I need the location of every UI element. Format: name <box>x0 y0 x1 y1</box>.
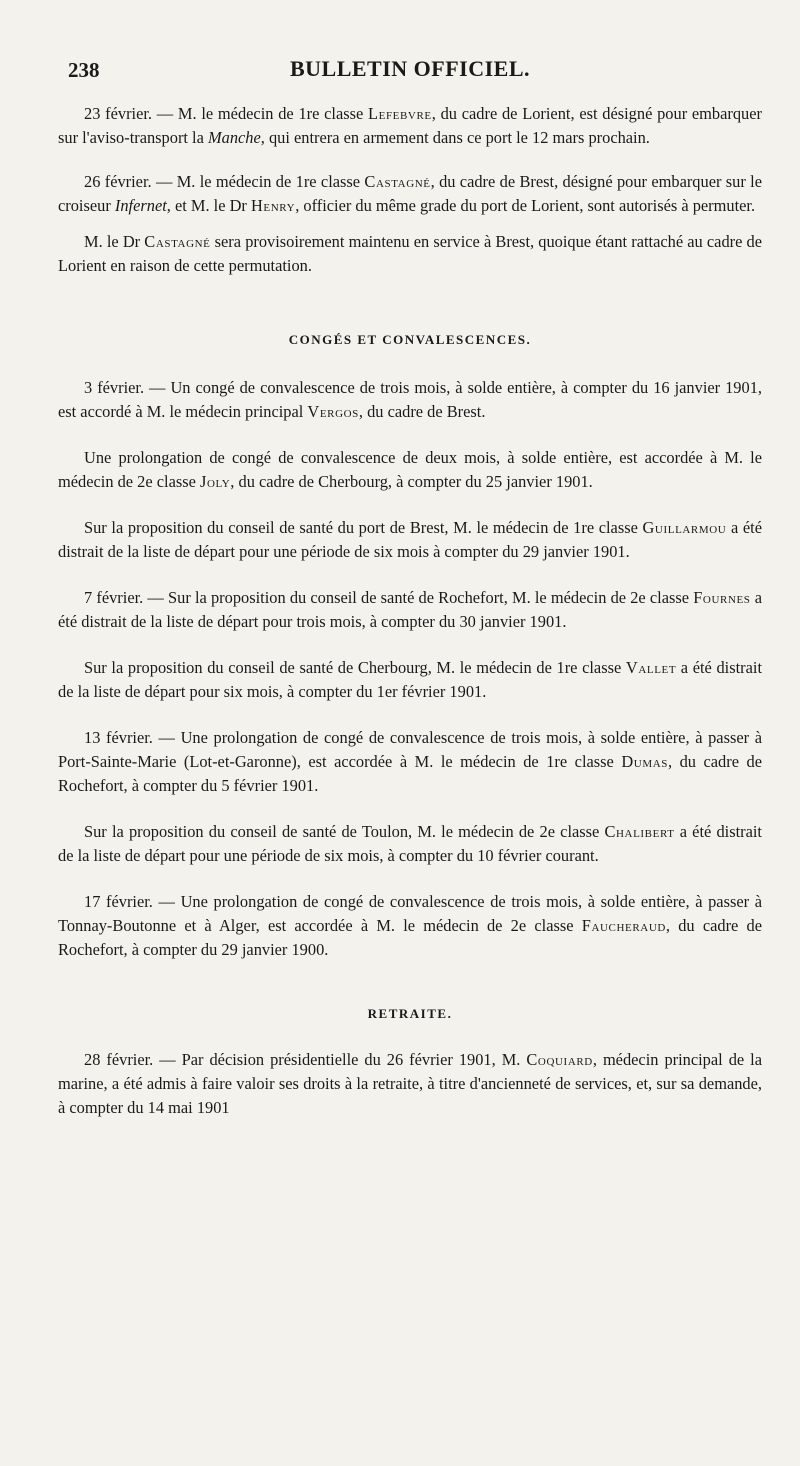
running-head-title: BULLETIN OFFICIEL. <box>289 56 531 81</box>
person-name: Vallet <box>625 658 677 677</box>
paragraph-castagne-maintenu: M. le Dr Castagné sera provisoirement maintenu en service à Brest, quoique étant rattaché au cadre de Lorient en raison de cette permutation. <box>58 232 763 275</box>
paragraph-joly: Une prolongation de congé de convalescence de deux mois, à solde entière, est accordée à M. le médecin de 2e classe Joly, du cadre de Cherbourg, à compter du 25 janvier 1901. <box>58 448 762 491</box>
person-name: Dumas <box>621 752 668 771</box>
person-name: Joly <box>200 472 231 491</box>
paragraph-chalibert: Sur la proposition du conseil de santé de Toulon, M. le médecin de 2e classe Chalibert a été distrait de la liste de départ pour une période de six mois, à compter du 10 février courant. <box>58 822 762 865</box>
section-heading-conges: CONGÉS ET CONVALESCENCES. <box>288 332 532 347</box>
paragraph-fournes: 7 février. — Sur la proposition du conseil de santé de Rochefort, M. le médecin de 2e classe Fournes a été distrait de la liste de départ pour trois mois, à compter du 30 janvier 1901. <box>58 588 762 631</box>
person-name: Lefebvre <box>368 104 432 123</box>
paragraph-coquiard: 28 février. — Par décision présidentielle du 26 février 1901, M. Coquiard, médecin principal de la marine, a été admis à faire valoir ses droits à la retraite, à titre d'ancienneté de services, et, sur sa demande, à compter du 14 mai 1901 <box>58 1050 763 1117</box>
person-name: Faucheraud <box>581 916 666 935</box>
page-number: 238 <box>68 58 100 82</box>
ship-name: Infernet <box>114 196 167 215</box>
section-heading-retraite: RETRAITE. <box>367 1006 453 1021</box>
person-name: Guillarmou <box>642 518 727 537</box>
paragraph-dumas: 13 février. — Une prolongation de congé de convalescence de trois mois, à solde entière, à passer à Port-Sainte-Marie (Lot-et-Garonne), est accordée à M. le médecin de 1re classe Dumas, du cadre de Rochefort, à compter du 5 février 1901. <box>58 728 762 795</box>
paragraph-lefebvre: 23 février. — M. le médecin de 1re classe Lefebvre, du cadre de Lorient, est désigné pour embarquer sur l'aviso-transport la Manche, qui entrera en armement dans ce port le 12 mars prochain. <box>58 104 762 147</box>
page-header <box>58 50 762 90</box>
paragraph-vallet: Sur la proposition du conseil de santé de Cherbourg, M. le médecin de 1re classe Vallet a été distrait de la liste de départ pour six mois, à compter du 1er février 1901. <box>58 658 763 701</box>
paragraph-vergos: 3 février. — Un congé de convalescence de trois mois, à solde entière, à compter du 16 janvier 1901, est accordé à M. le médecin principal Vergos, du cadre de Brest. <box>58 378 762 421</box>
person-name: Fournes <box>693 588 751 607</box>
paragraph-castagne-permutation: 26 février. — M. le médecin de 1re classe Castagné, du cadre de Brest, désigné pour embarquer sur le croiseur Infernet, et M. le Dr Henry, officier du même grade du port de Lorient, sont autorisés à permuter. <box>58 172 762 215</box>
person-name: Vergos <box>307 402 359 421</box>
paragraph-guillarmou: Sur la proposition du conseil de santé du port de Brest, M. le médecin de 1re classe Guillarmou a été distrait de la liste de départ pour une période de six mois à compter du 29 janvier 1901. <box>58 518 762 561</box>
person-name: Coquiard <box>526 1050 593 1069</box>
person-name: Henry <box>251 196 296 215</box>
person-name: Chalibert <box>604 822 675 841</box>
paragraph-faucheraud: 17 février. — Une prolongation de congé de convalescence de trois mois, à solde entière, à passer à Tonnay-Boutonne et à Alger, est accordée à M. le médecin de 2e classe Faucheraud, du cadre de Rochefort, à compter du 29 janvier 1900. <box>58 892 762 959</box>
person-name: Castagné <box>144 232 211 251</box>
person-name: Castagné <box>364 172 431 191</box>
ship-name: Manche <box>207 128 261 147</box>
